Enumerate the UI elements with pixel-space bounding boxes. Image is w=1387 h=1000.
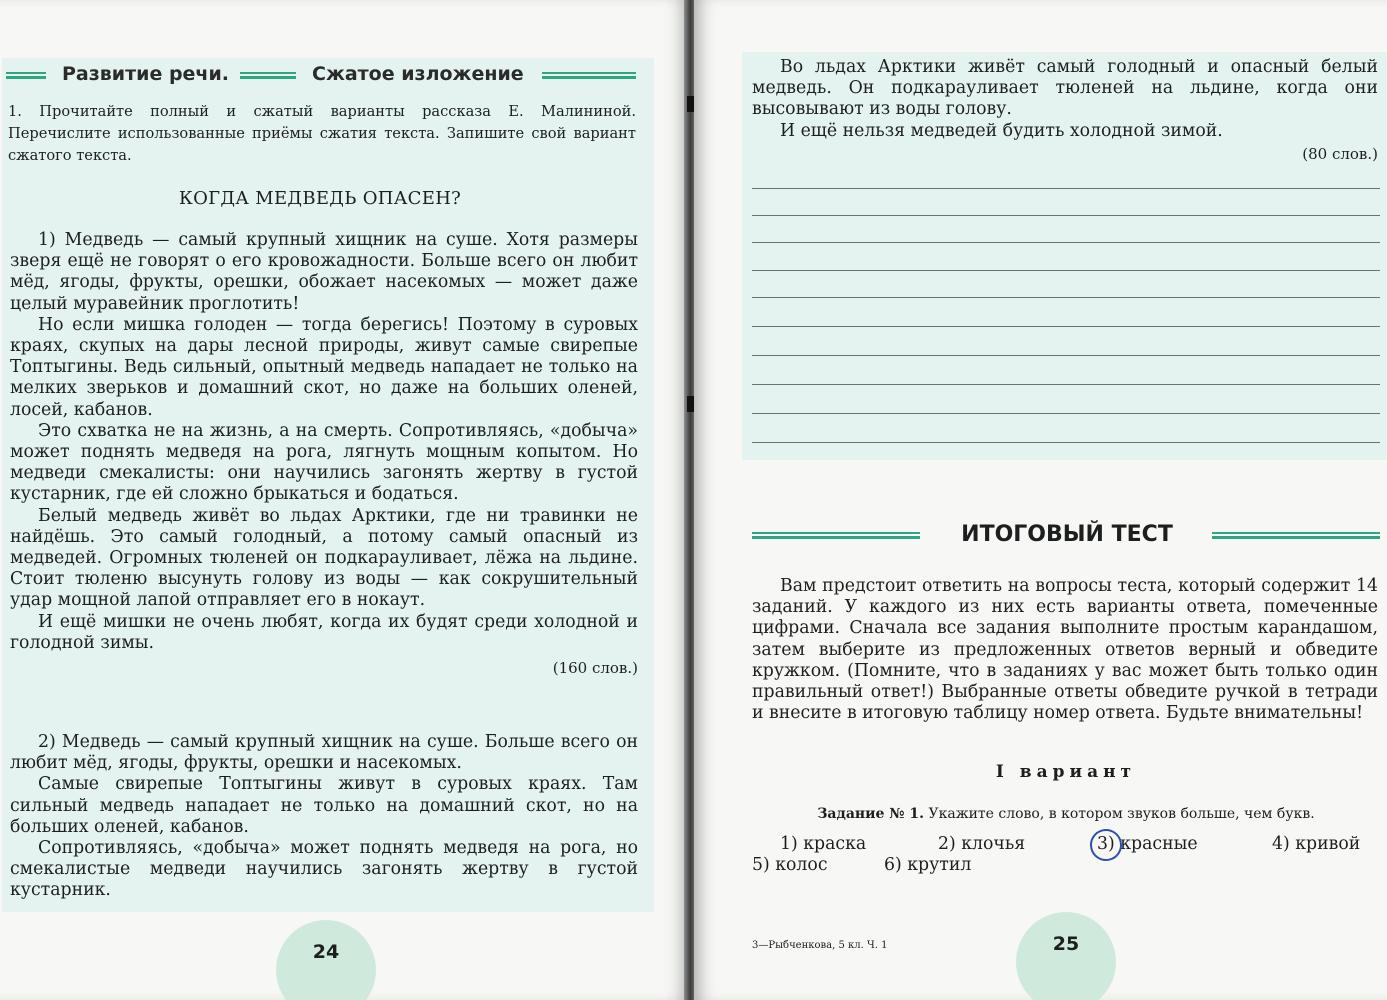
answer-option-1[interactable]: 1) краска — [780, 834, 867, 854]
story-paragraph: Но если мишка голоден — тогда берегись! Поэтому в суровых краях, скупых на дары лесной природы, живут самые свирепые Топтыгины. Ведь сильный, опытный медведь нападает не только на мелких зверьков и домашний скот, но даже на больших оленей, лосей, кабанов. — [10, 314, 638, 420]
header-rule-middle — [240, 72, 296, 79]
story-paragraph: Во льдах Арктики живёт самый голодный и опасный белый медведь. Он подкарауливает тюленей на льдине, когда они высовывают из воды голову. — [752, 57, 1378, 120]
page-number-left: 24 — [312, 941, 340, 963]
task-instruction: 1. Прочитайте полный и сжатый варианты рассказа Е. Малининой. Перечислите использованные приёмы сжатия текста. Запишите свой вариант сжатого текста. — [8, 103, 636, 164]
book-footnote: 3—Рыбченкова, 5 кл. Ч. 1 — [752, 940, 888, 951]
story-title: КОГДА МЕДВЕДЬ ОПАСЕН? — [178, 188, 462, 209]
assignment-text: Укажите слово, в котором звуков больше, чем букв. — [928, 806, 1315, 822]
title-rule-left — [752, 532, 920, 539]
answer-option-3[interactable]: 3) красные — [1097, 834, 1198, 854]
story-paragraph: 1) Медведь — самый крупный хищник на суше. Хотя размеры зверя ещё не говорят о его кровожадности. Больше всего он любит мёд, ягоды, фрукты, орешки, обожает насекомых — может даже целый муравейник проглотить! — [10, 230, 638, 314]
full-story-text — [10, 230, 638, 679]
story-paragraph: Сопротивляясь, «добыча» может поднять медведя на рога, но смекалистые медведи научились загонять жертву в густой кустарник. — [10, 838, 638, 901]
section-title-summary: Сжатое изложение — [312, 63, 524, 85]
page-number-right: 25 — [1052, 933, 1080, 955]
writing-line — [752, 384, 1380, 385]
writing-line — [752, 215, 1380, 216]
instructions-paragraph: Вам предстоит ответить на вопросы теста, который содержит 14 заданий. У каждого из них есть варианты ответа, помеченные цифрами. Сначала все задания выполните простым карандашом, затем выберите из предложенных ответов верный и обведите кружком. (Помните, что в заданиях у вас может быть только один правильный ответ!) Выбранные ответы обведите ручкой в тетради и внесите в итоговую таблицу номер ответа. Будьте внимательны! — [752, 576, 1378, 724]
story-paragraph: И ещё нельзя медведей будить холодной зимой. — [780, 120, 1223, 141]
story-paragraph: Самые свирепые Топтыгины живут в суровых краях. Там сильный медведь нападает не только на домашний скот, но на больших оленей, кабанов. — [10, 774, 638, 837]
story-paragraph: И ещё мишки не очень любят, когда их будят среди холодной и голодной зимы. — [10, 611, 638, 653]
writing-line — [752, 270, 1380, 271]
section-title-speech: Развитие речи. — [62, 63, 230, 85]
header-rule-right — [542, 72, 636, 79]
story-paragraph: Это схватка не на жизнь, а на смерть. Сопротивляясь, «добыча» может поднять медведя на рога, лягнуть мощным копытом. Но медведи смекалисты: они научились загонять жертву в густой кустарник, где ей сложно брыкаться и бодаться. — [10, 420, 638, 505]
variant-label: I вариант — [995, 762, 1137, 782]
writing-line — [752, 442, 1380, 443]
writing-line — [752, 413, 1380, 414]
test-title: ИТОГОВЫЙ ТЕСТ — [961, 522, 1173, 547]
writing-line — [752, 326, 1380, 327]
story-paragraph: Белый медведь живёт во льдах Арктики, где ни травинки не найдёшь. Это самый голодный, а потому самый опасный из медведей. Огромных тюленей он подкарауливает, лёжа на льдине. Стоит тюленю высунуть голову из воды — как сокрушительный удар мощной лапой отправляет его в нокаут. — [10, 505, 638, 611]
story-paragraph: 2) Медведь — самый крупный хищник на суше. Больше всего он любит мёд, ягоды, фрукты, орешки и насекомых. — [10, 732, 638, 774]
answer-option-5[interactable]: 5) колос — [752, 855, 828, 875]
short-story-continuation — [752, 57, 1378, 165]
word-count-full: (160 слов.) — [552, 659, 638, 678]
answer-option-2[interactable]: 2) клочья — [938, 834, 1026, 854]
writing-line — [752, 355, 1380, 356]
header-rule-left — [6, 72, 46, 79]
title-rule-right — [1212, 532, 1380, 539]
assignment-label: Задание № 1. — [817, 806, 925, 822]
short-story-text — [10, 732, 638, 902]
writing-line — [752, 188, 1380, 189]
test-instructions — [752, 576, 1378, 724]
word-count-short: (80 слов.) — [1302, 144, 1378, 163]
writing-line — [752, 242, 1380, 243]
answer-option-6[interactable]: 6) крутил — [884, 855, 972, 875]
answer-option-4[interactable]: 4) кривой — [1272, 834, 1361, 854]
writing-line — [752, 297, 1380, 298]
assignment-1 — [752, 806, 1380, 822]
